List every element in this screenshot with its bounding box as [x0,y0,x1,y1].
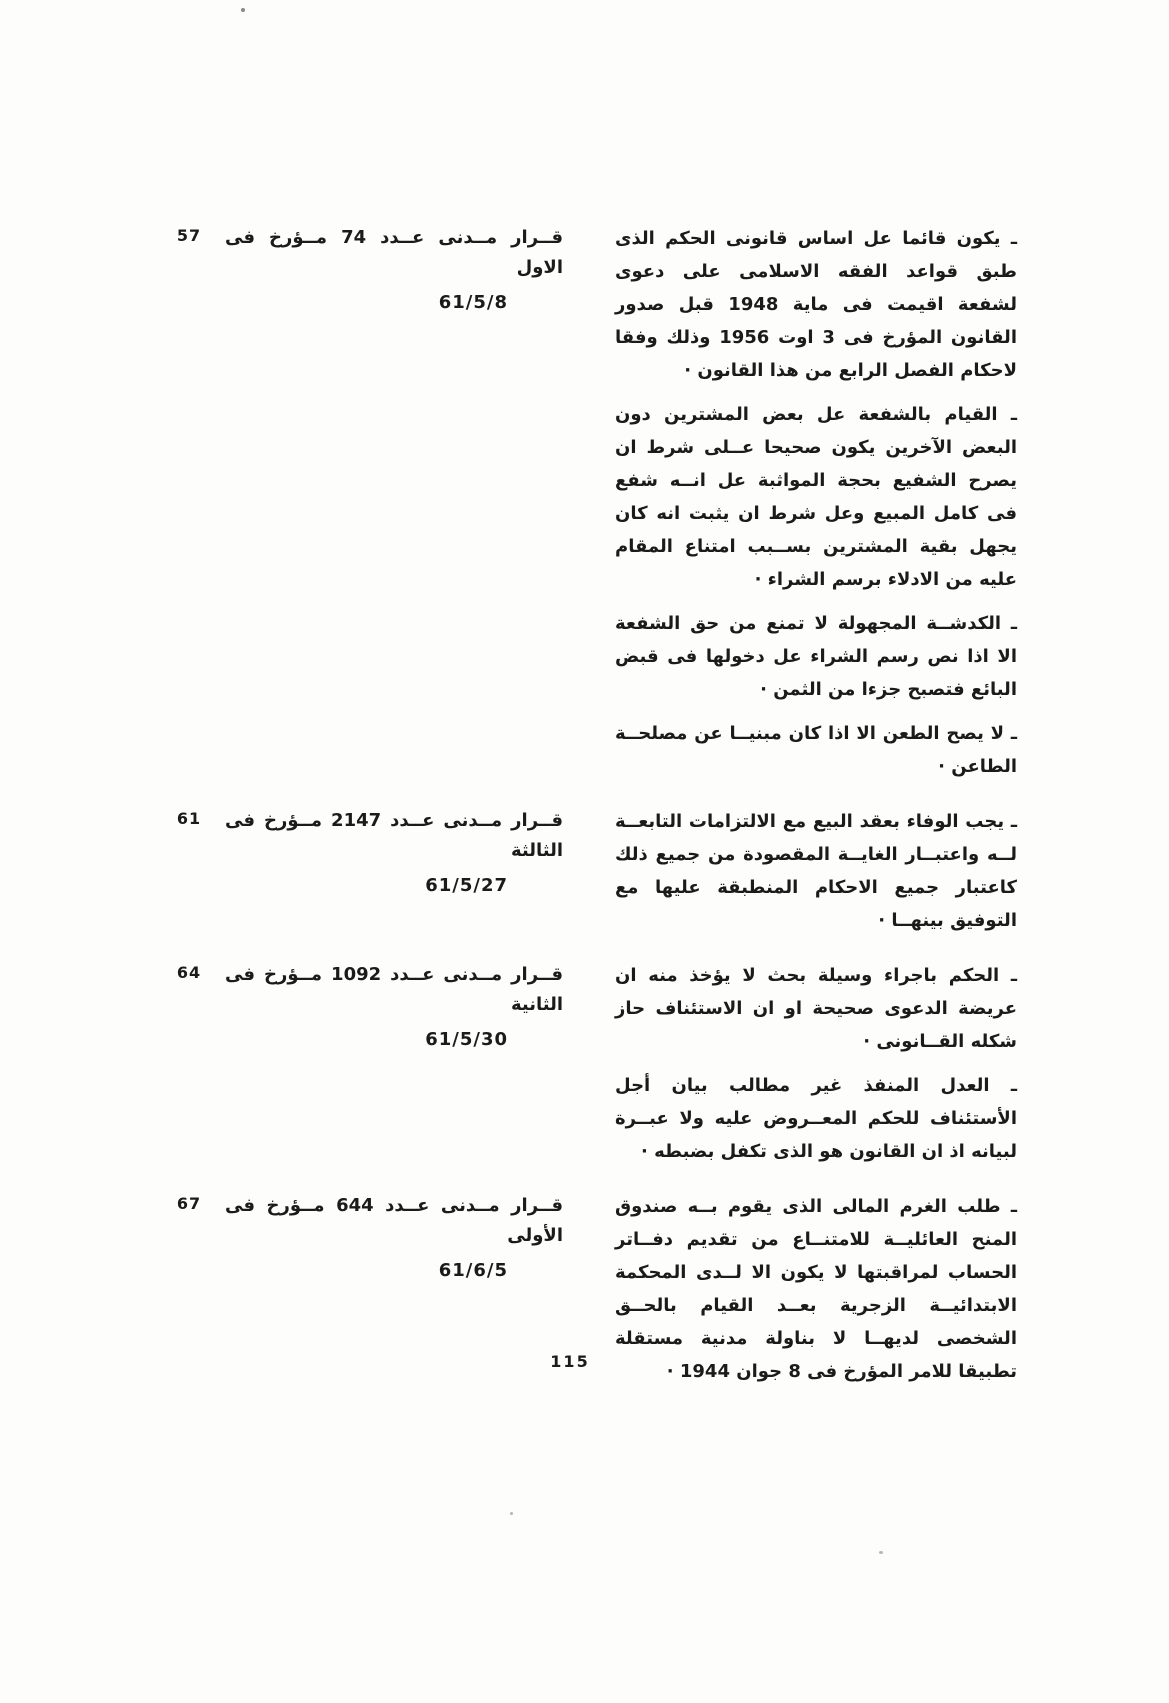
decision-reference [225,805,563,896]
decision-title: قــرار مــدنى عــدد 74 مــؤرخ فى الاول [225,227,563,278]
summary-paragraph: ـ لا يصح الطعن الا اذا كان مبنيــا عن مصلحــة الطاعن · [615,723,1017,777]
decision-entry [171,805,1017,937]
summary-paragraph: ـ طلب الغرم المالى الذى يقوم بــه صندوق المنح العائليــة للامتنــاع من تقديم دفــاتر الحساب لمراقبتها لا يكون الا لــدى المحكمة الابتدائيــة الزجرية بعــد القيام بالحــق الشخصى لديهــا لا بناولة مدنية مستقلة تطبيقا للامر المؤرخ فى 8 جوان 1944 · [615,1196,1017,1382]
scan-speck [879,1551,883,1554]
entry-page-ref: 61 [176,809,202,828]
decision-summaries [615,1190,1017,1388]
decision-reference [225,1190,563,1281]
summary-paragraph: ـ يجب الوفاء بعقد البيع مع الالتزامات التابعــة لــه واعتبــار الغايــة المقصودة من جميع ذلك كاعتبار جميع الاحكام المنطبقة عليها مع التوفيق بينهــا · [615,811,1017,931]
summary-paragraph: ـ القيام بالشفعة عل بعض المشترين دون البعض الآخرين يكون صحيحا عــلى شرط ان يصرح الشفيع بحجة المواثبة عل انــه شفع فى كامل المبيع وعل شرط ان يثبت انه كان يجهل بقية المشترين بســبب امتناع المقام عليه من الادلاء برسم الشراء · [615,404,1017,590]
page-number: 115 [550,1352,590,1371]
scan-speck [241,8,245,12]
entry-page-ref: 67 [176,1194,202,1213]
decision-date: 61/6/5 [438,1260,508,1281]
entry-page-ref: 57 [176,226,202,245]
summary-paragraph: ـ العدل المنفذ غير مطالب بيان أجل الأستئناف للحكم المعــروض عليه ولا عبــرة لبيانه اذ ان القانون هو الذى تكفل بضبطه · [615,1075,1017,1162]
decision-title: قــرار مــدنى عــدد 1092 مــؤرخ فى الثانية [225,964,563,1015]
decision-title: قــرار مــدنى عــدد 644 مــؤرخ فى الأولى [225,1195,563,1246]
decision-date: 61/5/27 [425,875,508,896]
summary-paragraph: ـ الكدشــة المجهولة لا تمنع من حق الشفعة الا اذا نص رسم الشراء عل دخولها فى قبض البائع فتصبح جزءا من الثمن · [615,613,1017,700]
scan-speck [510,1512,513,1515]
decision-date: 61/5/30 [425,1029,508,1050]
decision-date: 61/5/8 [438,292,508,313]
summary-paragraph: ـ الحكم باجراء وسيلة بحث لا يؤخذ منه ان عريضة الدعوى صحيحة او ان الاستئناف حاز شكله القــانونى · [615,965,1017,1052]
decision-reference [225,959,563,1050]
decision-reference [225,222,563,313]
decision-summaries [615,805,1017,937]
decision-summaries [615,222,1017,783]
summary-paragraph: ـ يكون قائما عل اساس قانونى الحكم الذى طبق قواعد الفقه الاسلامى على دعوى لشفعة اقيمت فى ماية 1948 قبل صدور القانون المؤرخ فى 3 اوت 1956 وذلك وفقا لاحكام الفصل الرابع من هذا القانون · [615,228,1017,381]
decision-summaries [615,959,1017,1168]
entry-page-ref: 64 [176,963,202,982]
decision-entry [171,959,1017,1168]
decision-entry [171,222,1017,783]
court-decisions-index [171,222,1017,1410]
decision-title: قــرار مــدنى عــدد 2147 مــؤرخ فى الثالثة [225,810,563,861]
